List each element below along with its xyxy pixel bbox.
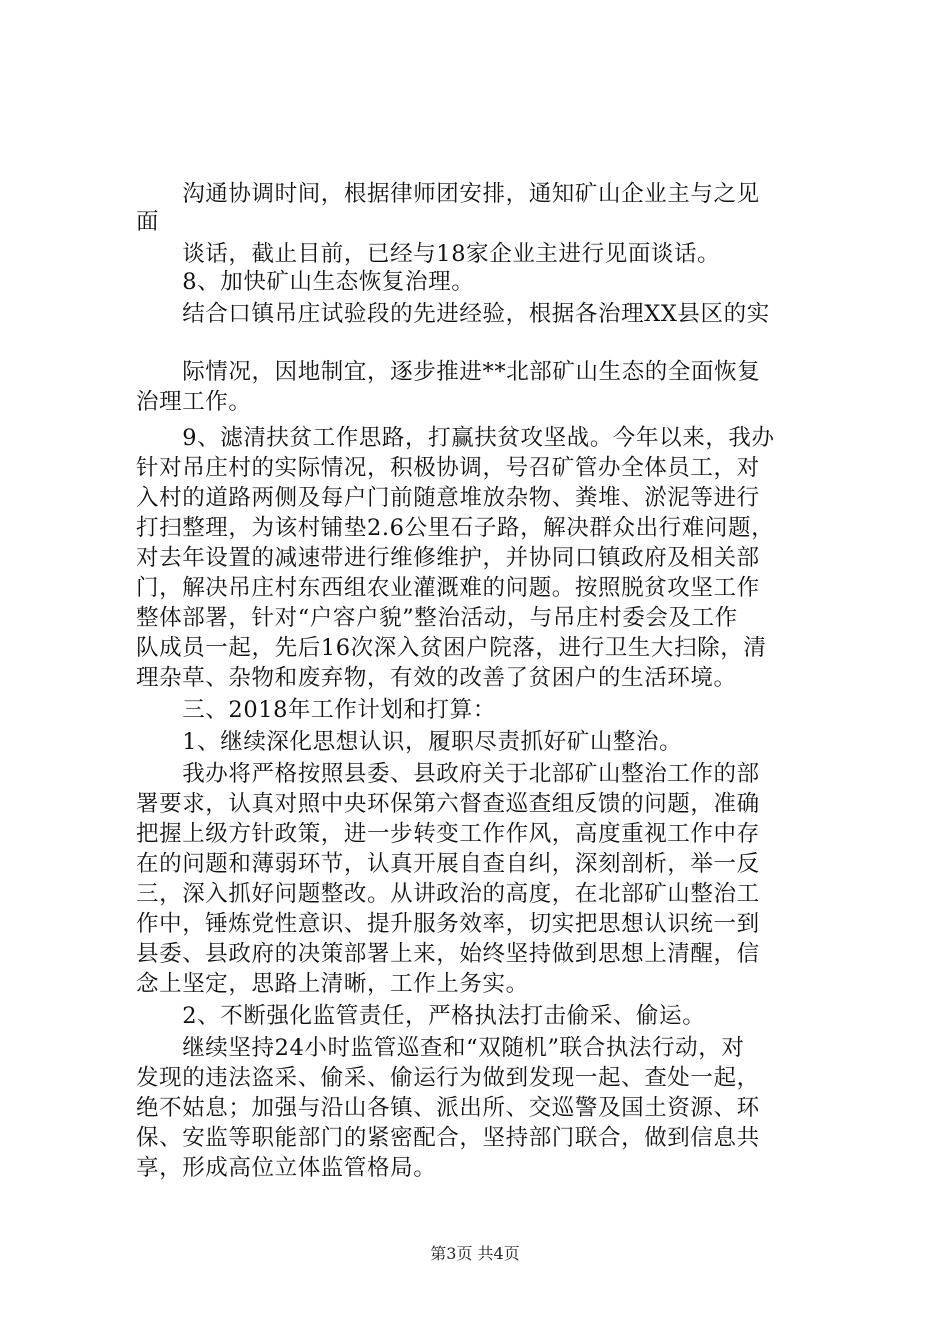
text-line: 际情况，因地制宜，逐步推进**北部矿山生态的全面恢复 <box>136 359 761 385</box>
section-heading: 三、2018年工作计划和打算： <box>136 697 496 723</box>
text-line: 享，形成高位立体监管格局。 <box>136 1155 437 1181</box>
page-number-footer: 第3页 共4页 <box>430 1244 520 1263</box>
text-line: 念上坚定，思路上清晰，工作上务实。 <box>136 971 529 997</box>
text-line: 整体部署，针对“户容户貌”整治活动，与吊庄村委会及工作 <box>136 605 738 631</box>
text-line: 在的问题和薄弱环节，认真开展自查自纠，深刻剖析，举一反 <box>136 851 760 877</box>
text-line: 对去年设置的减速带进行维修维护，并协同口镇政府及相关部 <box>136 545 760 571</box>
text-line: 打扫整理，为该村铺垫2.6公里石子路，解决群众出行难问题， <box>136 515 775 541</box>
section-heading: 2、不断强化监管责任，严格执法打击偷采、偷运。 <box>136 1003 706 1029</box>
text-line: 发现的违法盗采、偷采、偷运行为做到发现一起、查处一起， <box>136 1065 760 1091</box>
text-line: 把握上级方针政策，进一步转变工作作风，高度重视工作中存 <box>136 821 760 847</box>
text-line: 县委、县政府的决策部署上来，始终坚持做到思想上清醒，信 <box>136 941 760 967</box>
text-line: 谈话，截止目前，已经与18家企业主进行见面谈话。 <box>136 241 721 267</box>
text-line: 治理工作。 <box>136 389 252 415</box>
section-heading: 8、加快矿山生态恢复治理。 <box>136 269 475 295</box>
section-heading: 1、继续深化思想认识，履职尽责抓好矿山整治。 <box>136 729 683 755</box>
text-line: 针对吊庄村的实际情况，积极协调，号召矿管办全体员工，对 <box>136 455 760 481</box>
text-line: 入村的道路两侧及每户门前随意堆放杂物、粪堆、淤泥等进行 <box>136 485 760 511</box>
text-line: 9、滤清扶贫工作思路，打赢扶贫攻坚战。今年以来，我办 <box>136 425 775 451</box>
text-line: 面 <box>136 209 160 235</box>
text-line: 队成员一起，先后16次深入贫困户院落，进行卫生大扫除，清 <box>136 635 767 661</box>
text-line: 三，深入抓好问题整改。从讲政治的高度，在北部矿山整治工 <box>136 881 760 907</box>
text-line: 绝不姑息；加强与沿山各镇、派出所、交巡警及国土资源、环 <box>136 1095 760 1121</box>
text-line: 署要求，认真对照中央环保第六督查巡查组反馈的问题，准确 <box>136 791 760 817</box>
text-line: 作中，锤炼党性意识、提升服务效率，切实把思想认识统一到 <box>136 911 760 937</box>
text-line: 继续坚持24小时监管巡查和“双随机”联合执法行动，对 <box>136 1035 745 1061</box>
text-line: 沟通协调时间，根据律师团安排，通知矿山企业主与之见 <box>136 181 760 207</box>
text-line: 理杂草、杂物和废弃物，有效的改善了贫困户的生活环境。 <box>136 665 737 691</box>
text-line: 保、安监等职能部门的紧密配合，坚持部门联合，做到信息共 <box>136 1125 760 1151</box>
text-line: 结合口镇吊庄试验段的先进经验，根据各治理XX县区的实 <box>136 301 770 327</box>
text-line: 门，解决吊庄村东西组农业灌溉难的问题。按照脱贫攻坚工作 <box>136 575 760 601</box>
text-line: 我办将严格按照县委、县政府关于北部矿山整治工作的部 <box>136 761 760 787</box>
